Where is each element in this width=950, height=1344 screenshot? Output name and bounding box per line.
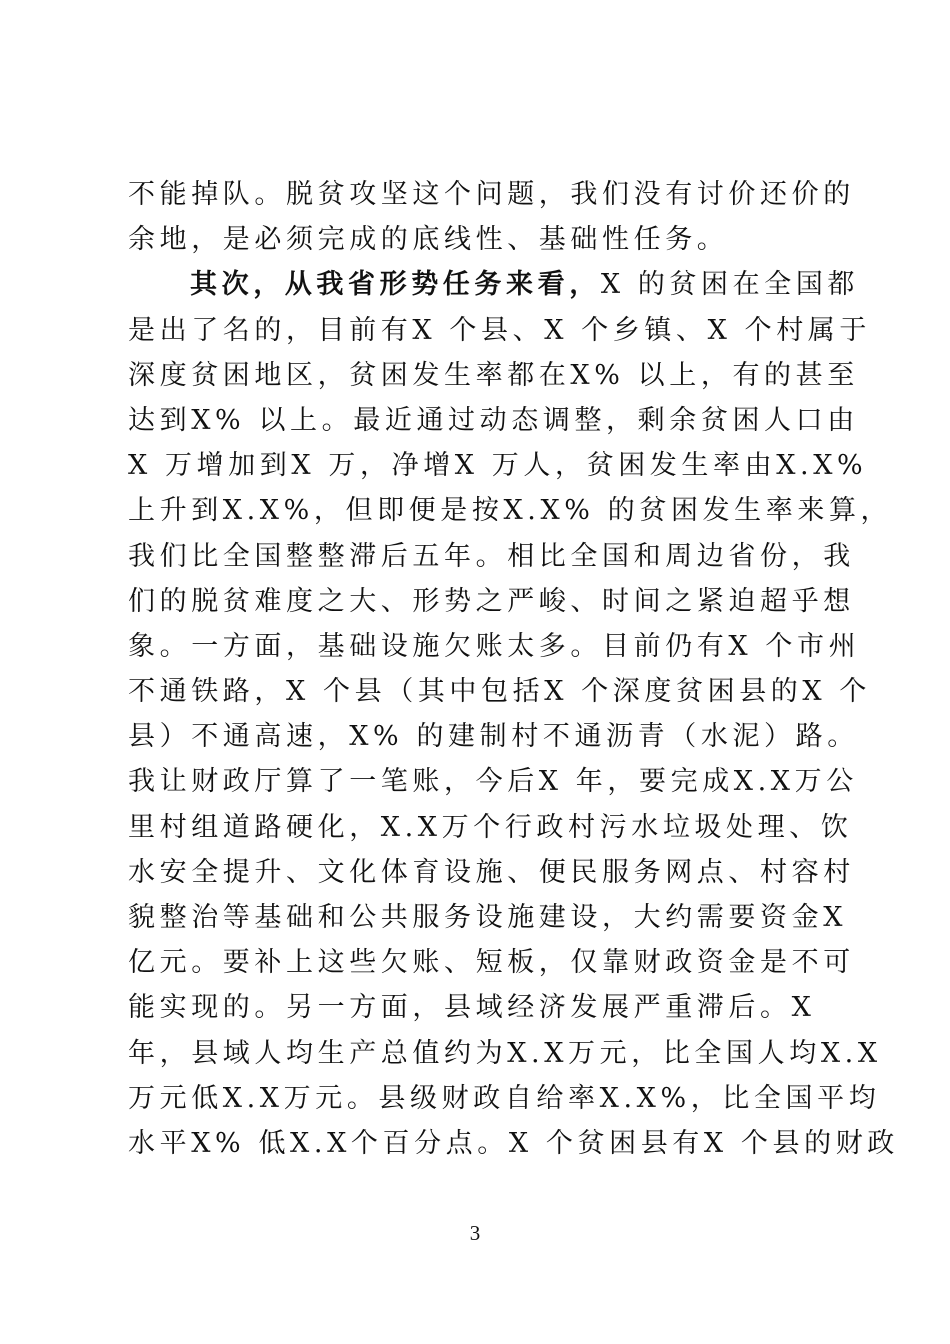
text-line [128, 1076, 881, 1121]
line-text: 貌整治等基础和公共服务设施建设，大约需要资金X [128, 902, 848, 933]
page-number: 3 [469, 1221, 481, 1245]
text-line [128, 895, 848, 940]
text-line [128, 985, 830, 1030]
text-line [128, 534, 855, 579]
text-line [128, 443, 868, 488]
text-line [128, 172, 855, 217]
line-text: 是出了名的，目前有X 个县、X 个乡镇、X 个村属于 [128, 314, 872, 346]
text-line [128, 669, 872, 714]
text-line [128, 714, 859, 759]
line-text: X 的贫困在全国都 [600, 269, 860, 301]
line-text: 达到X% 以上。最近通过动态调整，剩余贫困人口由 [128, 404, 859, 436]
line-text: 们的脱贫难度之大、形势之严峻、时间之紧迫超乎想 [128, 585, 855, 617]
text-line [128, 217, 830, 262]
text-line [128, 579, 855, 624]
line-text: X 万增加到X 万，净增X 万人，贫困发生率由X.X% [128, 450, 868, 482]
line-text: 万元低X.X万元。县级财政自给率X.X%，比全国平均 [128, 1082, 881, 1114]
bold-lead-phrase: 其次，从我省形势任务来看， [190, 269, 601, 301]
text-line [128, 759, 858, 804]
text-line [128, 1121, 899, 1166]
line-text: 我让财政厅算了一笔账，今后X 年，要完成X.X万公 [128, 766, 858, 798]
line-text: 里村组道路硬化，X.X万个行政村污水垃圾处理、饮 [128, 811, 853, 843]
line-text: 水平X% 低X.X个百分点。X 个贫困县有X 个县的财政 [128, 1127, 899, 1159]
line-text: 不通铁路，X 个县（其中包括X 个深度贫困县的X 个 [128, 676, 872, 708]
line-text: 能实现的。另一方面，县域经济发展严重滞后。X [128, 992, 816, 1024]
line-text: 水安全提升、文化体育设施、便民服务网点、村容村 [128, 856, 855, 888]
line-text: 县）不通高速，X% 的建制村不通沥青（水泥）路。 [128, 721, 859, 753]
line-text: 象。一方面，基础设施欠账太多。目前仍有X 个市州 [128, 630, 861, 662]
text-line [128, 1031, 882, 1076]
text-line [128, 850, 855, 895]
text-line [128, 353, 859, 398]
text-line [128, 308, 872, 353]
line-text: 年，县域人均生产总值约为X.X万元，比全国人均X.X [128, 1037, 882, 1069]
text-line [128, 262, 860, 307]
text-line [128, 805, 853, 850]
text-line [128, 398, 859, 443]
line-text: 深度贫困地区，贫困发生率都在X% 以上，有的甚至 [128, 359, 859, 391]
body-text [128, 172, 899, 1166]
text-line [128, 488, 893, 533]
line-text: 余地，是必须完成的底线性、基础性任务。 [128, 224, 729, 256]
text-line [128, 624, 861, 669]
line-text: 亿元。要补上这些欠账、短板，仅靠财政资金是不可 [128, 947, 855, 979]
text-line [128, 940, 855, 985]
line-text: 上升到X.X%，但即便是按X.X% 的贫困发生率来算， [128, 495, 893, 527]
line-text: 不能掉队。脱贫攻坚这个问题，我们没有讨价还价的 [128, 179, 855, 210]
line-text: 我们比全国整整滞后五年。相比全国和周边省份，我 [128, 540, 855, 572]
